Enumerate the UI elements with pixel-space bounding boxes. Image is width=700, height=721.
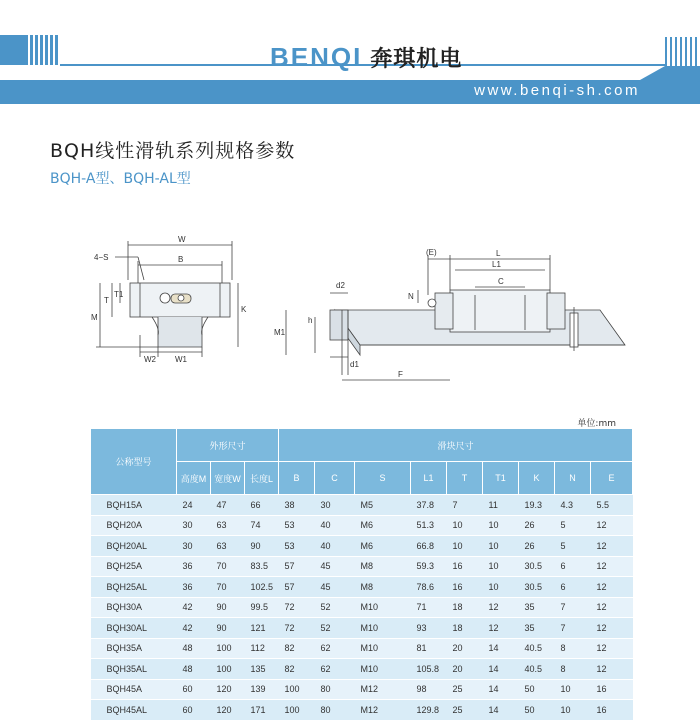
table-row <box>91 679 633 700</box>
spec-table <box>90 428 633 721</box>
value-cell: 35 <box>519 597 555 618</box>
website-url: www.benqi-sh.com <box>474 82 640 99</box>
value-cell: 80 <box>315 700 355 721</box>
value-cell: 59.3 <box>411 556 447 577</box>
header-block-dimensions: 滑块尺寸 <box>279 429 633 462</box>
value-cell: 120 <box>211 679 245 700</box>
page-title: BQH线性滑轨系列规格参数 <box>50 140 296 162</box>
value-cell: M6 <box>355 515 411 536</box>
value-cell: 8 <box>555 638 591 659</box>
value-cell: 12 <box>483 597 519 618</box>
value-cell: 100 <box>279 700 315 721</box>
value-cell: 48 <box>177 659 211 680</box>
model-cell: BQH30A <box>91 597 177 618</box>
value-cell: 78.6 <box>411 577 447 598</box>
label-F: F <box>398 370 403 379</box>
value-cell: 53 <box>279 536 315 557</box>
value-cell: 48 <box>177 638 211 659</box>
table-group-header-row <box>91 429 633 462</box>
value-cell: 63 <box>211 515 245 536</box>
label-S: 4−S <box>94 253 109 262</box>
value-cell: 105.8 <box>411 659 447 680</box>
value-cell: 18 <box>447 597 483 618</box>
value-cell: M8 <box>355 556 411 577</box>
sub-header-cell: T1 <box>483 462 519 495</box>
value-cell: 53 <box>279 515 315 536</box>
sub-header-cell: 宽度W <box>211 462 245 495</box>
value-cell: 112 <box>245 638 279 659</box>
table-row <box>91 577 633 598</box>
label-B: B <box>178 255 184 264</box>
value-cell: 6 <box>555 577 591 598</box>
sub-header-cell: L1 <box>411 462 447 495</box>
value-cell: 30 <box>177 536 211 557</box>
value-cell: 57 <box>279 556 315 577</box>
sub-header-cell: 长度L <box>245 462 279 495</box>
value-cell: 135 <box>245 659 279 680</box>
value-cell: 10 <box>483 577 519 598</box>
value-cell: 72 <box>279 597 315 618</box>
value-cell: 36 <box>177 556 211 577</box>
value-cell: M6 <box>355 536 411 557</box>
value-cell: 7 <box>555 597 591 618</box>
value-cell: 35 <box>519 618 555 639</box>
value-cell: 10 <box>483 515 519 536</box>
table-row <box>91 700 633 721</box>
value-cell: 99.5 <box>245 597 279 618</box>
value-cell: 16 <box>447 556 483 577</box>
unit-label: 单位:mm <box>577 419 616 429</box>
page-header <box>0 0 700 108</box>
value-cell: 171 <box>245 700 279 721</box>
header-left-stripes <box>28 35 60 65</box>
value-cell: 100 <box>211 638 245 659</box>
technical-drawing <box>80 225 640 395</box>
side-view <box>286 255 625 380</box>
table-row <box>91 597 633 618</box>
value-cell: 62 <box>315 638 355 659</box>
value-cell: 40 <box>315 515 355 536</box>
table-body <box>91 495 633 721</box>
value-cell: 10 <box>483 536 519 557</box>
table-row <box>91 638 633 659</box>
model-cell: BQH45A <box>91 679 177 700</box>
label-d1: d1 <box>350 360 359 369</box>
value-cell: 70 <box>211 577 245 598</box>
value-cell: M8 <box>355 577 411 598</box>
value-cell: 16 <box>447 577 483 598</box>
label-M: M <box>91 313 98 322</box>
value-cell: M12 <box>355 679 411 700</box>
value-cell: 20 <box>447 659 483 680</box>
header-model: 公称型号 <box>91 429 177 495</box>
value-cell: 66.8 <box>411 536 447 557</box>
value-cell: 90 <box>245 536 279 557</box>
value-cell: 10 <box>555 679 591 700</box>
value-cell: 63 <box>211 536 245 557</box>
header-right-stripes <box>665 37 700 67</box>
sub-header-cell: S <box>355 462 411 495</box>
value-cell: 100 <box>279 679 315 700</box>
model-cell: BQH35A <box>91 638 177 659</box>
value-cell: 139 <box>245 679 279 700</box>
value-cell: 71 <box>411 597 447 618</box>
value-cell: 60 <box>177 679 211 700</box>
label-W: W <box>178 235 186 244</box>
value-cell: 25 <box>447 679 483 700</box>
value-cell: 16 <box>591 700 633 721</box>
value-cell: 12 <box>483 618 519 639</box>
value-cell: 80 <box>315 679 355 700</box>
value-cell: 8 <box>555 659 591 680</box>
value-cell: 72 <box>279 618 315 639</box>
value-cell: M10 <box>355 659 411 680</box>
label-L: L <box>496 249 501 258</box>
sub-header-cell: T <box>447 462 483 495</box>
value-cell: 40 <box>315 536 355 557</box>
value-cell: 16 <box>591 679 633 700</box>
value-cell: 19.3 <box>519 495 555 516</box>
table-row <box>91 536 633 557</box>
cross-section-view <box>96 241 238 357</box>
value-cell: 52 <box>315 618 355 639</box>
value-cell: 82 <box>279 638 315 659</box>
value-cell: 12 <box>591 577 633 598</box>
value-cell: 121 <box>245 618 279 639</box>
value-cell: 20 <box>447 638 483 659</box>
value-cell: 7 <box>447 495 483 516</box>
value-cell: 7 <box>555 618 591 639</box>
value-cell: M12 <box>355 700 411 721</box>
value-cell: 51.3 <box>411 515 447 536</box>
value-cell: 12 <box>591 515 633 536</box>
value-cell: 74 <box>245 515 279 536</box>
label-M1: M1 <box>274 328 286 337</box>
value-cell: M10 <box>355 597 411 618</box>
brand-chinese: 奔琪机电 <box>370 46 463 72</box>
value-cell: 30 <box>177 515 211 536</box>
value-cell: 90 <box>211 597 245 618</box>
sub-header-cell: E <box>591 462 633 495</box>
value-cell: 81 <box>411 638 447 659</box>
value-cell: 38 <box>279 495 315 516</box>
sub-header-cell: 高度M <box>177 462 211 495</box>
value-cell: 12 <box>591 638 633 659</box>
label-T1: T1 <box>114 290 124 299</box>
value-cell: 14 <box>483 659 519 680</box>
value-cell: 52 <box>315 597 355 618</box>
value-cell: M5 <box>355 495 411 516</box>
value-cell: 14 <box>483 700 519 721</box>
sub-header-cell: K <box>519 462 555 495</box>
value-cell: 10 <box>483 556 519 577</box>
value-cell: 6 <box>555 556 591 577</box>
value-cell: 83.5 <box>245 556 279 577</box>
value-cell: 26 <box>519 536 555 557</box>
value-cell: 57 <box>279 577 315 598</box>
value-cell: 12 <box>591 536 633 557</box>
value-cell: 5 <box>555 536 591 557</box>
sub-header-cell: B <box>279 462 315 495</box>
value-cell: 129.8 <box>411 700 447 721</box>
label-C: C <box>498 277 504 286</box>
value-cell: 90 <box>211 618 245 639</box>
value-cell: 12 <box>591 618 633 639</box>
value-cell: 12 <box>591 597 633 618</box>
value-cell: 98 <box>411 679 447 700</box>
value-cell: 18 <box>447 618 483 639</box>
model-cell: BQH25A <box>91 556 177 577</box>
label-E: (E) <box>426 248 437 257</box>
value-cell: 62 <box>315 659 355 680</box>
value-cell: 100 <box>211 659 245 680</box>
value-cell: 30.5 <box>519 556 555 577</box>
value-cell: 70 <box>211 556 245 577</box>
value-cell: 12 <box>591 556 633 577</box>
value-cell: M10 <box>355 618 411 639</box>
value-cell: 36 <box>177 577 211 598</box>
page-subtitle: BQH-A型、BQH-AL型 <box>50 171 191 187</box>
header-outer-dimensions: 外形尺寸 <box>177 429 279 462</box>
value-cell: 5.5 <box>591 495 633 516</box>
value-cell: 40.5 <box>519 659 555 680</box>
label-d2: d2 <box>336 281 345 290</box>
table-row <box>91 495 633 516</box>
label-h: h <box>308 316 313 325</box>
model-cell: BQH45AL <box>91 700 177 721</box>
value-cell: 10 <box>447 515 483 536</box>
value-cell: 10 <box>447 536 483 557</box>
value-cell: 14 <box>483 638 519 659</box>
table-row <box>91 556 633 577</box>
label-L1: L1 <box>492 260 501 269</box>
value-cell: 47 <box>211 495 245 516</box>
value-cell: 50 <box>519 700 555 721</box>
label-T: T <box>104 296 109 305</box>
table-row <box>91 618 633 639</box>
model-cell: BQH35AL <box>91 659 177 680</box>
value-cell: 14 <box>483 679 519 700</box>
label-N: N <box>408 292 414 301</box>
model-cell: BQH30AL <box>91 618 177 639</box>
sub-header-cell: N <box>555 462 591 495</box>
value-cell: 66 <box>245 495 279 516</box>
value-cell: 4.3 <box>555 495 591 516</box>
value-cell: 30 <box>315 495 355 516</box>
value-cell: 12 <box>591 659 633 680</box>
model-cell: BQH15A <box>91 495 177 516</box>
brand-latin: BENQI <box>270 41 363 72</box>
value-cell: 24 <box>177 495 211 516</box>
value-cell: 82 <box>279 659 315 680</box>
label-W1: W1 <box>175 355 187 364</box>
model-cell: BQH20A <box>91 515 177 536</box>
value-cell: M10 <box>355 638 411 659</box>
value-cell: 60 <box>177 700 211 721</box>
brand-logo <box>270 42 462 72</box>
value-cell: 11 <box>483 495 519 516</box>
value-cell: 42 <box>177 597 211 618</box>
value-cell: 45 <box>315 577 355 598</box>
value-cell: 25 <box>447 700 483 721</box>
value-cell: 42 <box>177 618 211 639</box>
value-cell: 10 <box>555 700 591 721</box>
value-cell: 102.5 <box>245 577 279 598</box>
model-cell: BQH25AL <box>91 577 177 598</box>
value-cell: 50 <box>519 679 555 700</box>
table-row <box>91 659 633 680</box>
sub-header-cell: C <box>315 462 355 495</box>
value-cell: 45 <box>315 556 355 577</box>
value-cell: 93 <box>411 618 447 639</box>
value-cell: 37.8 <box>411 495 447 516</box>
value-cell: 40.5 <box>519 638 555 659</box>
table-row <box>91 515 633 536</box>
value-cell: 30.5 <box>519 577 555 598</box>
value-cell: 26 <box>519 515 555 536</box>
label-W2: W2 <box>144 355 156 364</box>
model-cell: BQH20AL <box>91 536 177 557</box>
value-cell: 5 <box>555 515 591 536</box>
value-cell: 120 <box>211 700 245 721</box>
label-K: K <box>241 305 247 314</box>
